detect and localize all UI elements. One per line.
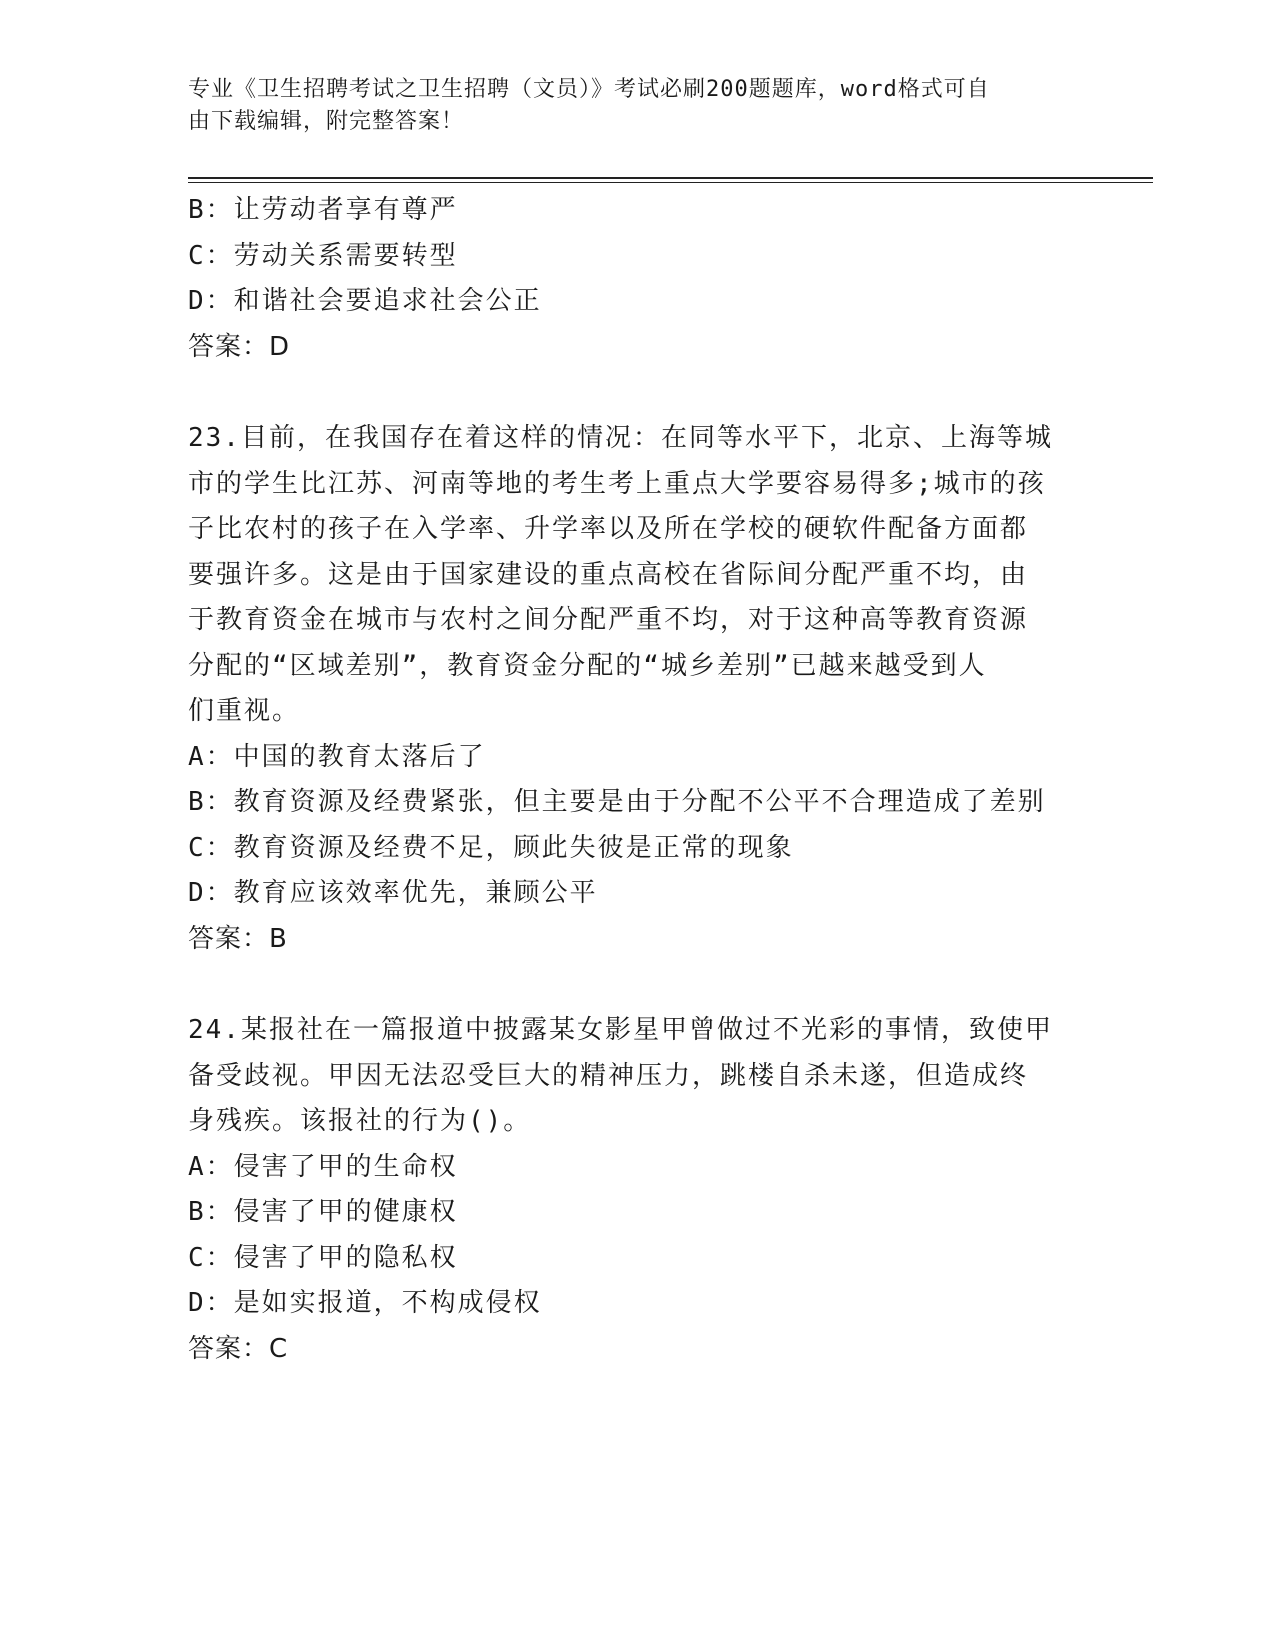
q23-stem-line: 要强许多。这是由于国家建设的重点高校在省际间分配严重不均，由 <box>188 559 1029 590</box>
q23-stem-line: 于教育资金在城市与农村之间分配严重不均，对于这种高等教育资源 <box>188 605 1029 635</box>
q23-option-d: D：教育应该效率优先，兼顾公平 <box>188 878 598 908</box>
q22-answer: 答案：D <box>188 331 291 362</box>
q24-stem-line: 身残疾。该报社的行为()。 <box>188 1106 532 1136</box>
q23-stem-line: 们重视。 <box>188 696 301 726</box>
q23-option-c: C：教育资源及经费不足，顾此失彼是正常的现象 <box>188 832 794 863</box>
q23-option-a: A：中国的教育太落后了 <box>188 741 486 772</box>
q24-answer: 答案：C <box>188 1333 289 1364</box>
question-22-block <box>188 188 1088 370</box>
spacer <box>188 370 1088 416</box>
q23-stem-line: 子比农村的孩子在入学率、升学率以及所在学校的硬软件配备方面都 <box>188 514 1029 544</box>
q22-option-c: C：劳动关系需要转型 <box>188 240 458 271</box>
q24-stem-line: 备受歧视。甲因无法忍受巨大的精神压力，跳楼自杀未遂，但造成终 <box>188 1060 1029 1091</box>
question-content <box>188 188 1088 1372</box>
q24-option-a: A：侵害了甲的生命权 <box>188 1151 458 1182</box>
q23-stem-line: 23.目前，在我国存在着这样的情况：在同等水平下，北京、上海等城 <box>188 423 1053 453</box>
q24-stem-line: 24.某报社在一篇报道中披露某女影星甲曾做过不光彩的事情，致使甲 <box>188 1015 1053 1045</box>
question-24-block <box>188 1008 1088 1372</box>
header-line-1: 专业《卫生招聘考试之卫生招聘（文员）》考试必刷200题题库，word格式可自 <box>188 77 990 102</box>
header-divider-thick <box>188 177 1153 179</box>
q22-option-b: B：让劳动者享有尊严 <box>188 195 458 225</box>
q23-option-b: B：教育资源及经费紧张，但主要是由于分配不公平不合理造成了差别 <box>188 787 1046 817</box>
q23-stem-line: 分配的“区域差别”，教育资金分配的“城乡差别”已越来越受到人 <box>188 650 987 681</box>
header-line-2: 由下载编辑，附完整答案！ <box>188 109 465 134</box>
q22-option-d: D：和谐社会要追求社会公正 <box>188 286 542 316</box>
q24-option-b: B：侵害了甲的健康权 <box>188 1197 458 1227</box>
q23-stem-line: 市的学生比江苏、河南等地的考生考上重点大学要容易得多;城市的孩 <box>188 468 1046 499</box>
header-divider-thin <box>188 182 1153 183</box>
q23-answer: 答案：B <box>188 923 288 954</box>
q24-option-c: C：侵害了甲的隐私权 <box>188 1242 458 1273</box>
q24-option-d: D：是如实报道，不构成侵权 <box>188 1288 542 1318</box>
question-23-block <box>188 416 1088 962</box>
page-header <box>188 74 1088 138</box>
spacer <box>188 962 1088 1008</box>
